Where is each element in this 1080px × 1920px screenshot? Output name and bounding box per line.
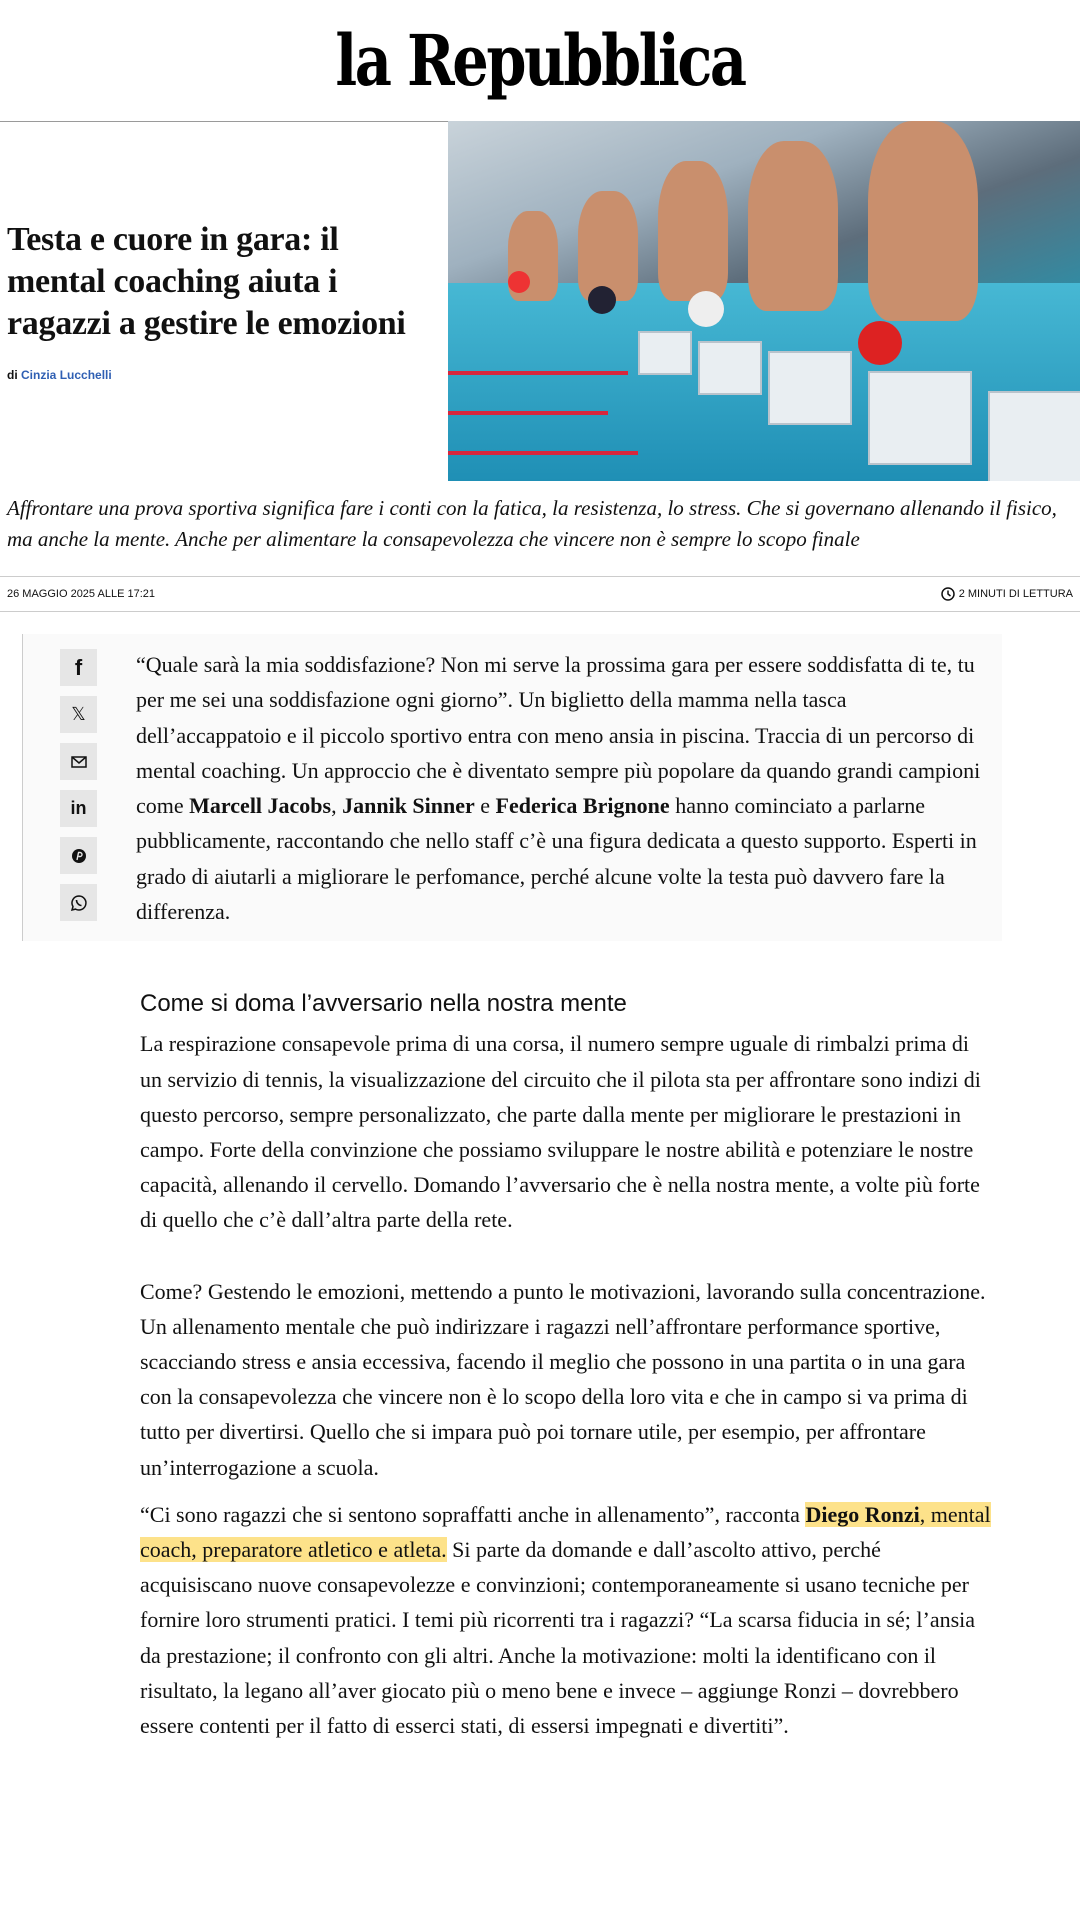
- meta-divider-bottom: [0, 611, 1080, 612]
- intro-text: e: [474, 793, 496, 819]
- intro-text: ,: [331, 793, 343, 819]
- name-brignone: Federica Brignone: [495, 793, 670, 819]
- name-sinner: Jannik Sinner: [342, 793, 475, 819]
- reading-time-label: 2 MINUTI DI LETTURA: [958, 588, 1073, 600]
- body-paragraph-1: La respirazione consapevole prima di una corsa, il numero sempre uguale di rimbalzi prima di un servizio di tennis, la visualizzazione del circuito che il pilota sta per affrontare sono indizi di questo percorso, sempre personalizzato, che parte dalla mente per migliorare le prestazioni in campo. Forte della convinzione che possiamo sviluppare le nostre abilità e potenziare le nostre capacità, allenando il cervello. Domando l’avversario che è nella nostra mente, a volte più forte di quello che c’è dall’altra parte della rete.: [140, 1031, 981, 1233]
- publish-date: 26 MAGGIO 2025 ALLE 17:21: [7, 588, 155, 600]
- share-linkedin-button[interactable]: [60, 790, 97, 827]
- section-heading: Come si doma l’avversario nella nostra mente: [140, 990, 627, 1018]
- reading-time: [941, 587, 1073, 601]
- share-pinterest-button[interactable]: [60, 837, 97, 874]
- pinterest-icon: [71, 848, 87, 864]
- hero-image-swimmers: [448, 121, 1080, 481]
- email-icon: [71, 756, 87, 768]
- share-whatsapp-button[interactable]: [60, 884, 97, 921]
- name-ronzi: Diego Ronzi: [805, 1501, 920, 1527]
- name-jacobs: Marcell Jacobs: [189, 793, 332, 819]
- intro-text: “Quale sarà la mia soddisfazione? Non mi serve la prossima gara per essere soddisfatta di te, tu per me sei una soddisfazione ogni giorno”. Un biglietto della mamma nella tasca dell’accappatoio e il piccolo sportivo entra con meno ansia in piscina. Traccia di un percorso di mental coaching. Un approccio che è diventato sempre più popolare da quando grandi campioni come: [136, 652, 981, 819]
- meta-row: [0, 577, 1080, 611]
- article-intro: [22, 634, 1002, 941]
- article-body: [140, 989, 995, 1783]
- facebook-icon: f: [74, 654, 83, 680]
- quote-text: “Ci sono ragazzi che si sentono sopraffatti anche in allenamento”, racconta: [140, 1501, 806, 1527]
- intro-text: hanno cominciato a parlarne pubblicamente, raccontando che nello staff c’è una figura dedicata a questo supporto. Esperti in grado di aiutarli a migliorare le perfomance, perché alcune volte la testa può davvero fare la differenza.: [136, 793, 977, 925]
- title-block: [7, 121, 443, 481]
- quote-text: Si parte da domande e dall’ascolto attivo, perché acquisiscano nuove consapevolezze e convinzioni; contemporaneamente si usano tecniche per fornire loro strumenti pratici. I temi più ricorrenti tra i ragazzi? “La scarsa fiducia in sé; l’ansia da prestazione; il confronto con gli altri. Anche la motivazione: molti la identificano con il risultato, la legano all’aver giocato più o meno bene e invece – aggiunge Ronzi – dovrebbero essere contenti per il fatto di esserci stati, di essersi impegnati e divertiti”.: [140, 1537, 976, 1739]
- article-subtitle: Affrontare una prova sportiva significa fare i conti con la fatica, la resistenza, lo stress. Che si governano allenando il fisico, ma anche la mente. Anche per alimentare la consapevolezza che vincere non è sempre lo scopo finale: [7, 496, 1057, 551]
- byline-prefix: di: [7, 368, 18, 382]
- whatsapp-icon: [70, 894, 88, 912]
- site-logo[interactable]: la Repubblica: [335, 19, 745, 102]
- clock-icon: [941, 587, 955, 601]
- intro-paragraph: [136, 647, 985, 929]
- body-paragraph-2: Come? Gestendo le emozioni, mettendo a punto le motivazioni, lavorando sulla concentrazione. Un allenamento mentale che può indirizzare i ragazzi nell’affrontare performance sportive, scacciando stress e ansia eccessiva, facendo il meglio che possono in una partita o in una gara con la consapevolezza che vincere non è lo scopo della loro vita e che in campo si va prima di tutto per divertirsi. Quello che si impara può poi tornare utile, per esempio, per affrontare un’interrogazione a scuola.: [140, 1278, 986, 1480]
- share-email-button[interactable]: [60, 743, 97, 780]
- byline: [7, 367, 443, 383]
- linkedin-icon: in: [70, 798, 87, 818]
- x-icon: 𝕏: [71, 704, 86, 724]
- highlighted-role: , mental coach, preparatore atletico e atleta.: [140, 1501, 991, 1563]
- author-link[interactable]: Cinzia Lucchelli: [21, 368, 112, 382]
- article-title: Testa e cuore in gara: il mental coaching aiuta i ragazzi a gestire le emozioni: [7, 221, 406, 342]
- body-paragraph-3: [140, 1497, 995, 1743]
- share-x-button[interactable]: [60, 696, 97, 733]
- article-flow: [0, 493, 1080, 1783]
- share-facebook-button[interactable]: [60, 649, 97, 686]
